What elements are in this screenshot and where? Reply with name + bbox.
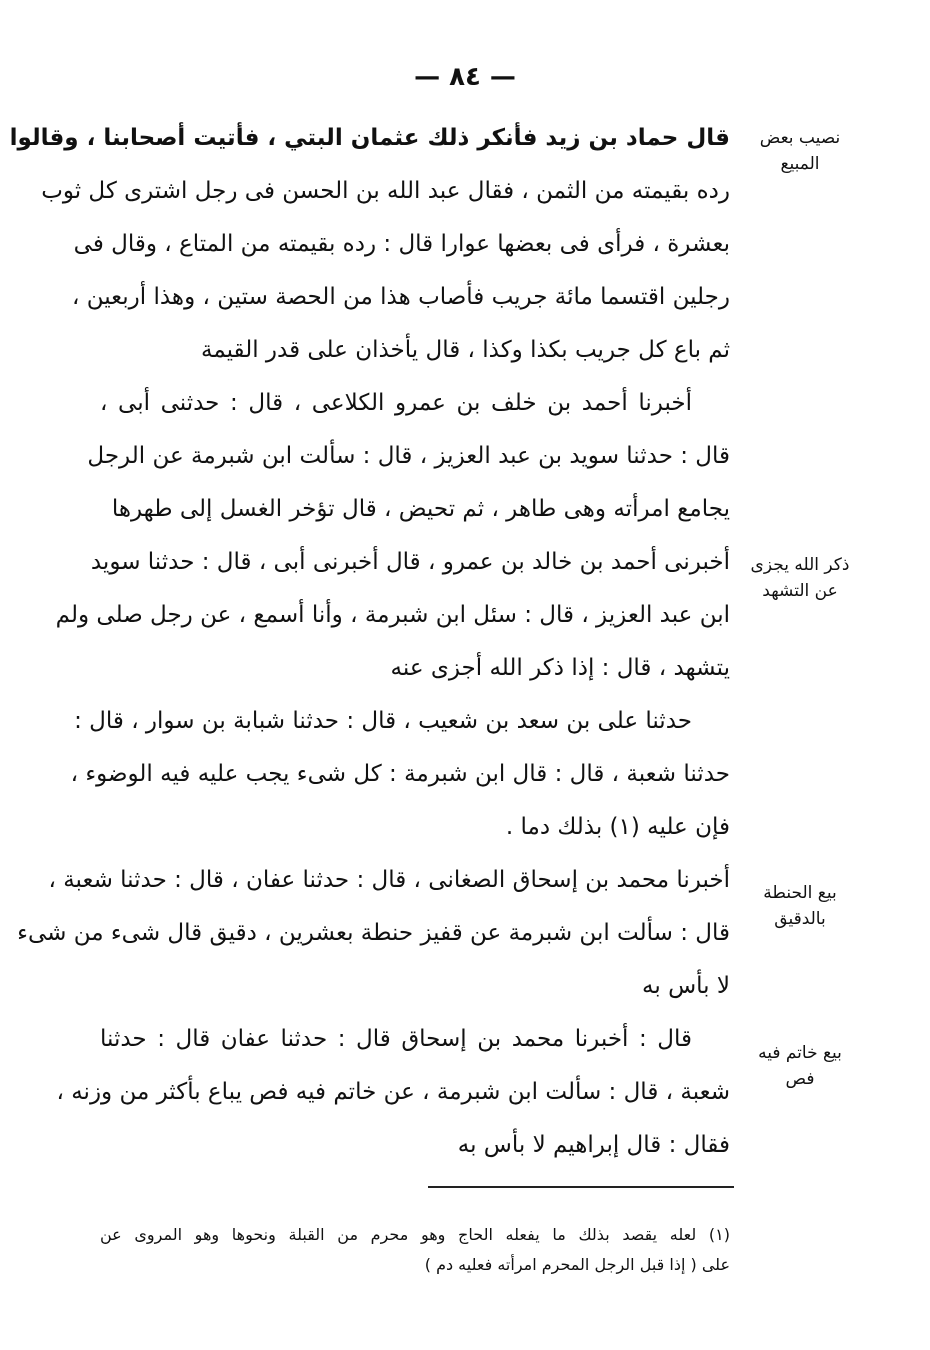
text-line: فقال : قال إبراهيم لا بأس به [457,1132,730,1158]
text-line: بعشرة ، فرأى فى بعضها عوارا قال : رده بقيمته من المتاع ، وقال فى [73,231,730,257]
text-line: قال : سألت ابن شبرمة عن قفيز حنطة بعشرين ، دقيق قال شىء من شىء [17,920,730,946]
margin-note-ring-stone: بيع خاتم فيه فص [758,1043,842,1089]
text-line: قال حماد بن زيد فأنكر ذلك عثمان البتي ، فأتيت أصحابنا ، وقالوا [9,125,730,151]
margin-note-partial-sale: نصيب بعض المبيع [759,128,841,174]
text-line: شعبة ، قال : سألت ابن شبرمة ، عن خاتم فيه فص يباع بأكثر من وزنه ، [56,1079,730,1105]
text-line: أخبرنا أحمد بن خلف بن عمرو الكلاعى ، قال : حدثنى أبى ، [100,390,692,416]
text-line: يتشهد ، قال : إذا ذكر الله أجزى عنه [390,655,730,681]
text-line: رجلين اقتسما مائة جريب فأصاب هذا من الحصة ستين ، وهذا أربعين ، [71,284,730,310]
footnote-line: على ( إذا قبل الرجل المحرم امرأته فعليه دم ) [424,1255,730,1274]
text-line: رده بقيمته من الثمن ، فقال عبد الله بن الحسن فى رجل اشترى كل ثوب [41,178,730,204]
text-line: قال : حدثنا سويد بن عبد العزيز ، قال : سألت ابن شبرمة عن الرجل [87,443,730,469]
margin-note-wheat-flour: بيع الحنطة بالدقيق [763,883,837,929]
page-number: — ٨٤ — [414,62,516,92]
main-text [9,112,730,1172]
margin-note-dhikr-tashahhud: ذكر الله يجزى عن التشهد [750,555,850,601]
text-line: فإن عليه (١) بذلك دما . [505,814,730,840]
text-line: أخبرنا محمد بن إسحاق الصغانى ، قال : حدثنا عفان ، قال : حدثنا شعبة ، [48,867,730,893]
footnote [100,1220,730,1280]
text-line: قال : أخبرنا محمد بن إسحاق قال : حدثنا عفان قال : حدثنا [100,1026,692,1052]
text-line: حدثنا على بن سعد بن شعيب ، قال : حدثنا شبابة بن سوار ، قال : [74,708,692,734]
text-line: لا بأس به [642,973,730,999]
footnote-separator [428,1186,734,1188]
text-line: ثم باع كل جريب بكذا وكذا ، قال يأخذان على قدر القيمة [200,337,730,363]
text-line: يجامع امرأته وهى طاهر ، ثم تحيض ، قال تؤخر الغسل إلى طهرها [111,496,730,522]
text-line: حدثنا شعبة ، قال : قال ابن شبرمة : كل شىء يجب عليه فيه الوضوء ، [70,761,730,787]
text-line: ابن عبد العزيز ، قال : سئل ابن شبرمة ، وأنا أسمع ، عن رجل صلى ولم [55,602,730,628]
footnote-line: (١) لعله يقصد بذلك ما يفعله الحاج وهو محرم من القبلة ونحوها وهو المروى عن [100,1225,730,1244]
text-line: أخبرنى أحمد بن خالد بن عمرو ، قال أخبرنى أبى ، قال : حدثنا سويد [90,549,730,575]
